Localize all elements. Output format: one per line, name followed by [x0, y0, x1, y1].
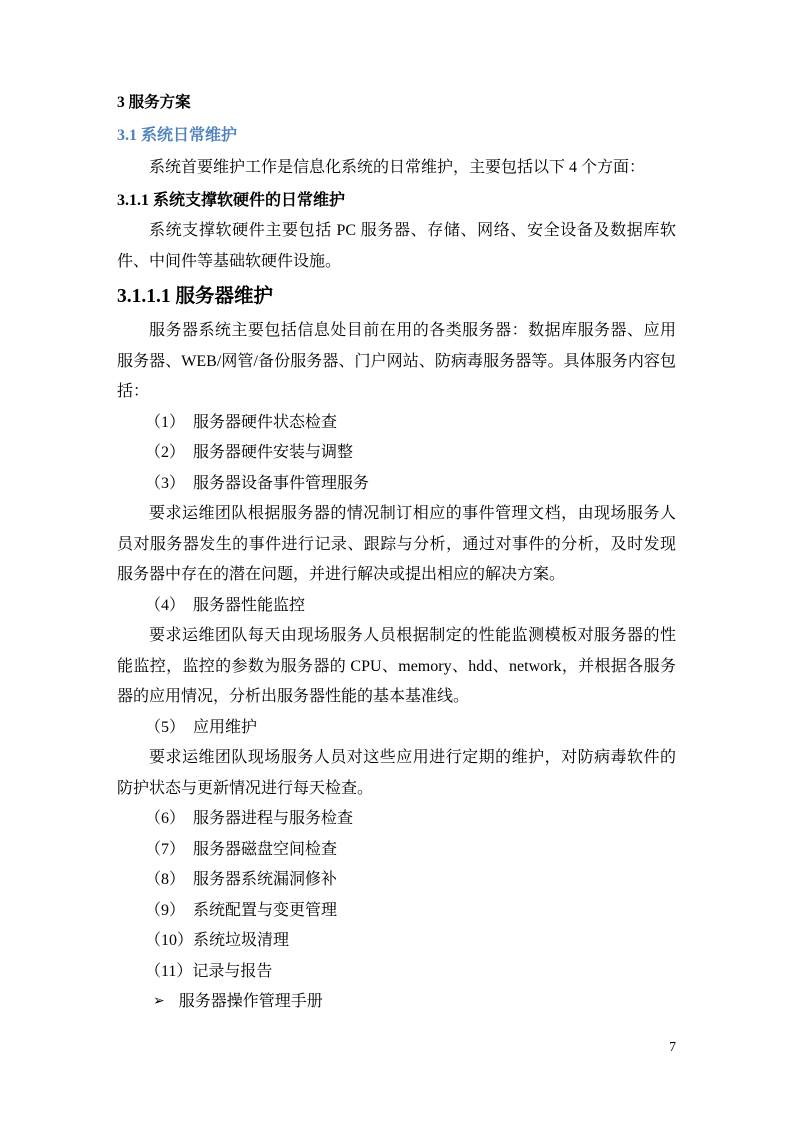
list-item-3: （3） 服务器设备事件管理服务: [145, 474, 370, 492]
list-item-10: （10）系统垃圾清理: [145, 932, 290, 949]
paragraph-supporting-hw-sw: 系统支撑软硬件主要包括 PC 服务器、存储、网络、安全设备及数据库软件、中间件等基础软硬件设施。: [117, 222, 676, 270]
list-item-5: （5） 应用维护: [145, 718, 258, 736]
heading-system-daily-maintenance: 3.1 系统日常维护: [117, 126, 238, 144]
paragraph-application-maintenance: 要求运维团队现场服务人员对这些应用进行定期的维护，对防病毒软件的防护状态与更新情况进行每天检查。: [117, 749, 676, 797]
list-item-9: （9） 系统配置与变更管理: [145, 901, 338, 919]
list-item-1: （1） 服务器硬件状态检查: [145, 413, 338, 431]
paragraph-intro: 系统首要维护工作是信息化系统的日常维护，主要包括以下 4 个方面：: [149, 159, 646, 176]
list-item-6: （6） 服务器进程与服务检查: [145, 810, 354, 827]
list-item-8: （8） 服务器系统漏洞修补: [145, 871, 338, 888]
heading-supporting-hw-sw-maintenance: 3.1.1 系统支撑软硬件的日常维护: [117, 191, 346, 209]
list-item-4: （4） 服务器性能监控: [145, 596, 306, 614]
heading-server-maintenance: 3.1.1.1 服务器维护: [117, 286, 274, 307]
heading-service-plan: 3 服务方案: [117, 94, 191, 111]
bullet-item-server-operation-manual: [117, 987, 676, 1019]
bullet-item-label: 服务器操作管理手册: [178, 993, 323, 1010]
list-item-2: （2） 服务器硬件安装与调整: [145, 444, 354, 461]
arrowhead-bullet-icon: ➢: [153, 994, 165, 1009]
paragraph-event-management: 要求运维团队根据服务器的情况制订相应的事件管理文档，由现场服务人员对服务器发生的事件进行记录、跟踪与分析，通过对事件的分析，及时发现服务器中存在的潜在问题，并进行解决或提出相应的解决方案。: [117, 505, 676, 583]
paragraph-performance-monitoring: 要求运维团队每天由现场服务人员根据制定的性能监测模板对服务器的性能监控，监控的参数为服务器的 CPU、memory、hdd、network，并根据各服务器的应用情况，分析出服务器性能的基本基准线。: [117, 627, 676, 705]
paragraph-server-overview: 服务器系统主要包括信息处目前在用的各类服务器：数据库服务器、应用服务器、WEB/网管/备份服务器、门户网站、防病毒服务器等。具体服务内容包括：: [117, 322, 676, 400]
list-item-7: （7） 服务器磁盘空间检查: [145, 840, 338, 858]
list-item-11: （11）记录与报告: [145, 962, 273, 980]
page-number: 7: [669, 1038, 676, 1054]
